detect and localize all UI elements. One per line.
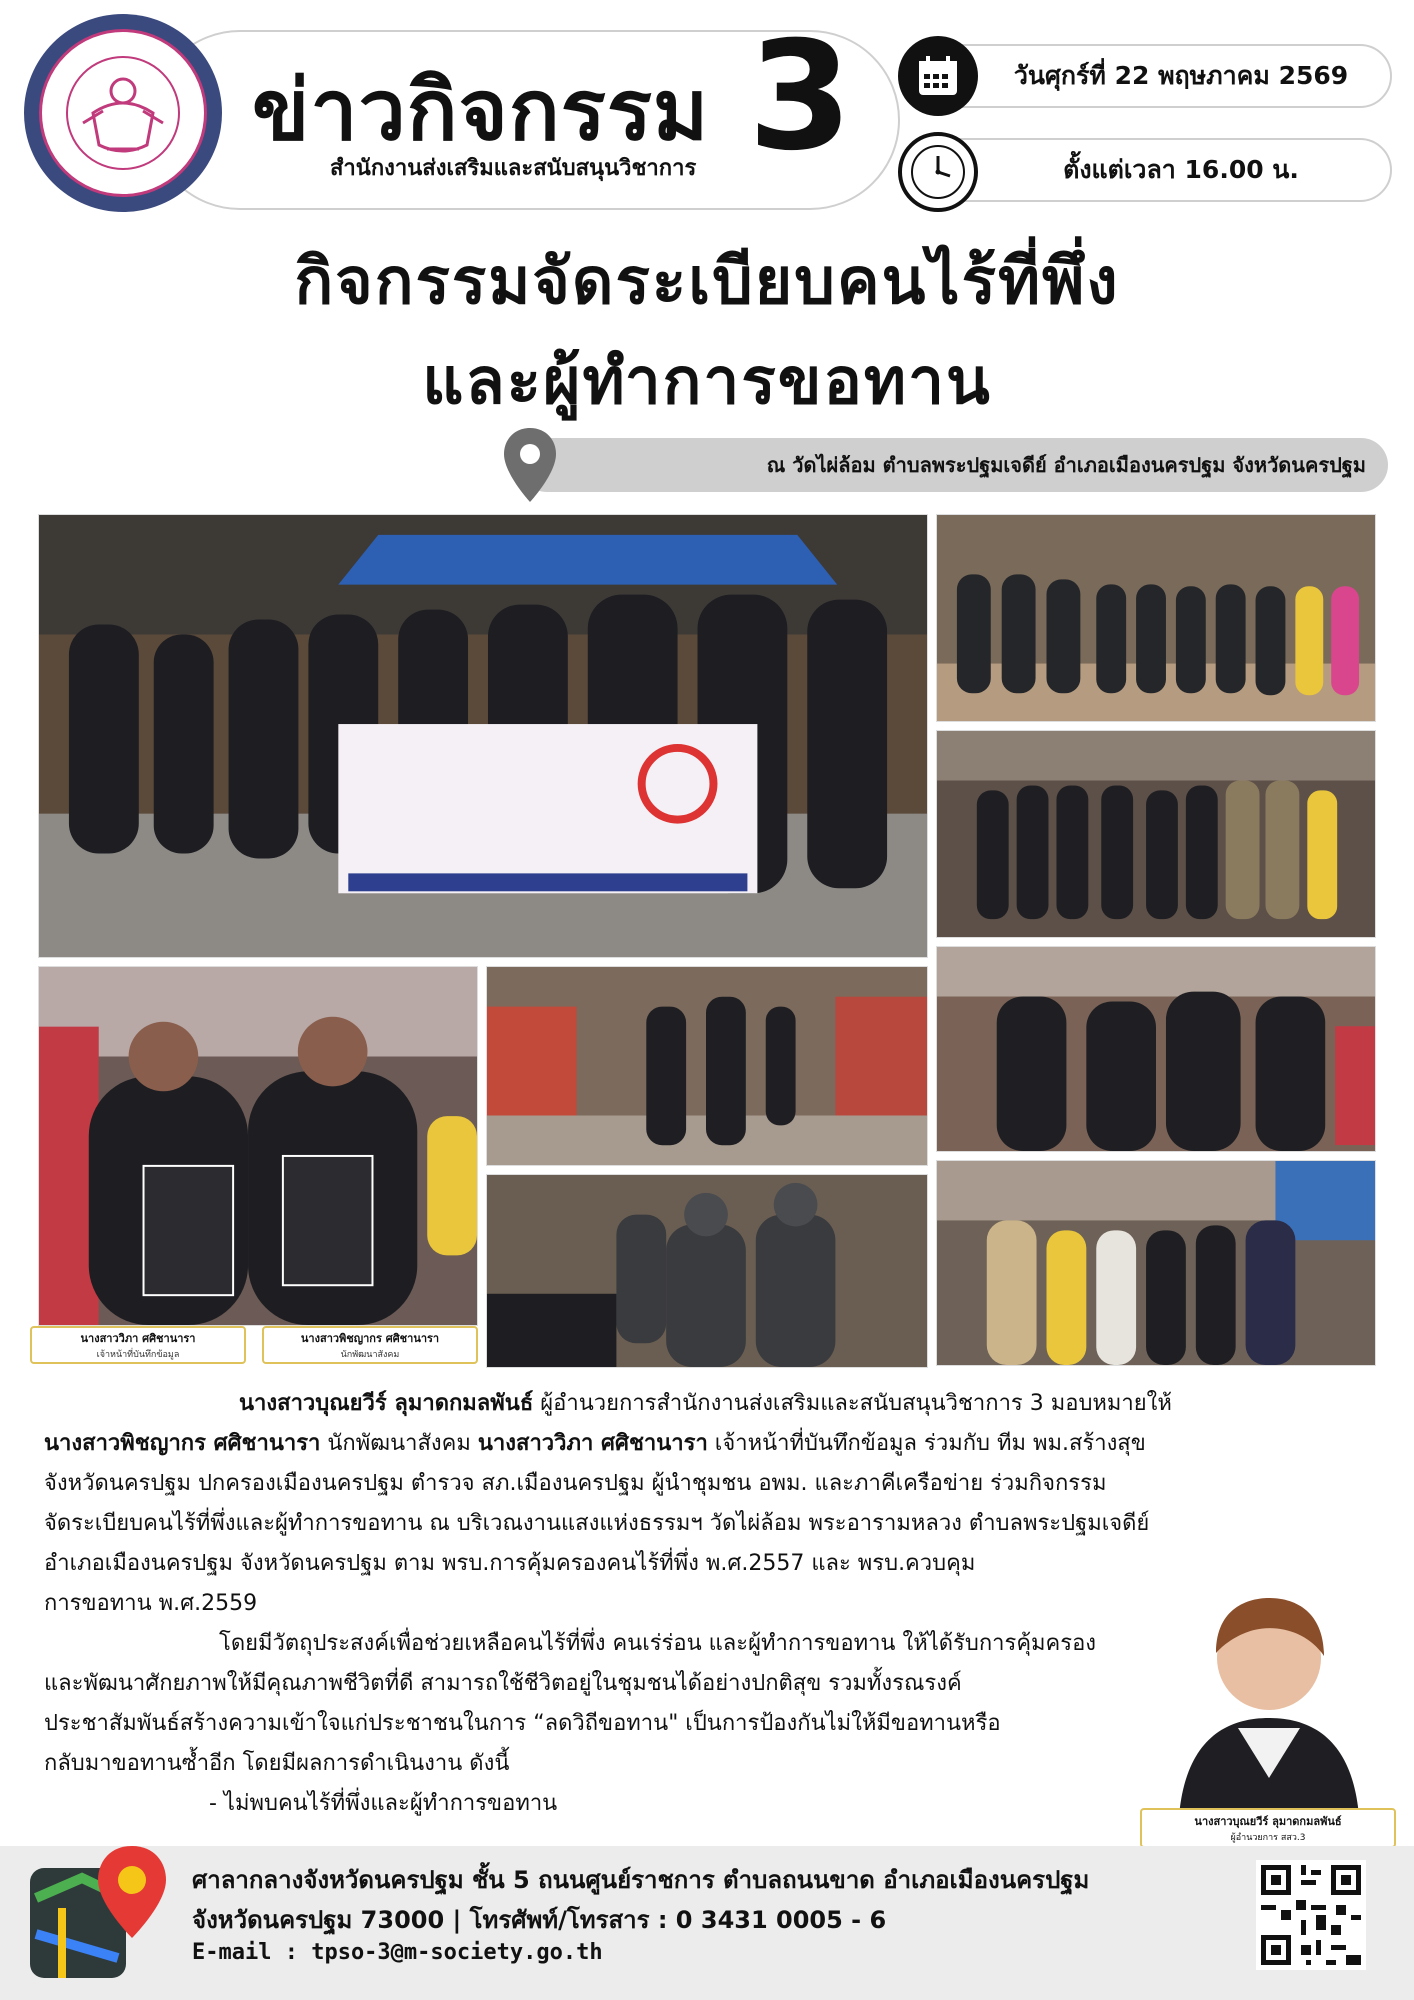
map-pin-icon: [500, 426, 560, 506]
photo-officers-street: [936, 514, 1376, 722]
headline-line-2: และผู้ทำการขอทาน: [422, 345, 992, 419]
caption-role: เจ้าหน้าที่บันทึกข้อมูล: [96, 1350, 180, 1360]
body-line: การขอทาน พ.ศ.2559: [44, 1591, 258, 1616]
calendar-icon: [898, 36, 978, 116]
photo-team-market: [936, 730, 1376, 938]
photo-staff-posters: [38, 966, 478, 1326]
map-location-icon: [22, 1838, 172, 1988]
clock-icon: [898, 132, 978, 212]
caption-name: นางสาววิภา ศศิชานารา: [80, 1332, 196, 1345]
body-line: กลับมาขอทานซ้ำอีก โดยมีผลการดำเนินงาน ดังนี้: [44, 1751, 510, 1776]
portrait-caption: [1140, 1808, 1396, 1848]
time-field: [930, 138, 1392, 202]
footer-email: E-mail : tpso-3@m-society.go.th: [192, 1940, 603, 1965]
masthead-subtitle: สำนักงานส่งเสริมและสนับสนุนวิชาการ: [330, 156, 697, 181]
staff-name-2: นางสาววิภา ศศิชานารา: [477, 1431, 708, 1456]
result-bullet: - ไม่พบคนไร้ที่พึ่งและผู้ทำการขอทาน: [209, 1791, 558, 1816]
caption-role: นักพัฒนาสังคม: [340, 1350, 400, 1360]
masthead-title: ข่าวกิจกรรม: [252, 61, 710, 159]
body-text-segment: ผู้อำนวยการสำนักงานส่งเสริมและสนับสนุนวิชาการ 3 มอบหมายให้: [533, 1391, 1172, 1416]
body-line: อำเภอเมืองนครปฐม จังหวัดนครปฐม ตาม พรบ.การคุ้มครองคนไร้ที่พึ่ง พ.ศ.2557 และ พรบ.ควบคุม: [44, 1551, 976, 1576]
body-line: ประชาสัมพันธ์สร้างความเข้าใจแก่ประชาชนในการ “ลดวิถีขอทาน" เป็นการป้องกันไม่ให้มีขอทานหรือ: [44, 1711, 1001, 1736]
location-bar: [520, 438, 1388, 492]
time-text: ตั้งแต่เวลา 16.00 น.: [1063, 155, 1299, 184]
photo-police-patrol: [486, 1174, 928, 1368]
body-text-segment: นักพัฒนาสังคม: [320, 1431, 478, 1456]
photo-walking-market: [486, 966, 928, 1166]
body-line: และพัฒนาศักยภาพให้มีคุณภาพชีวิตที่ดี สามารถใช้ชีวิตอยู่ในชุมชนได้อย่างปกติสุข รวมทั้งรณรงค์: [44, 1671, 962, 1696]
emblem-icon: [39, 29, 207, 197]
director-portrait: [1158, 1548, 1380, 1840]
date-field: [930, 44, 1392, 108]
photo-team-posters: [936, 946, 1376, 1152]
body-line: จัดระเบียบคนไร้ที่พึ่งและผู้ทำการขอทาน ณ บริเวณงานแสงแห่งธรรมฯ วัดไผ่ล้อม พระอารามหลวง ตำบลพระปฐมเจดีย์: [44, 1511, 1150, 1536]
staff-name-1: นางสาวพิชญากร ศศิชานารา: [44, 1431, 321, 1456]
location-text: ณ วัดไผ่ล้อม ตำบลพระปฐมเจดีย์ อำเภอเมืองนครปฐม จังหวัดนครปฐม: [766, 453, 1366, 477]
footer-address-2: จังหวัดนครปฐม 73000 | โทรศัพท์/โทรสาร : 0 3431 0005 - 6: [192, 1906, 887, 1934]
footer-address-1: ศาลากลางจังหวัดนครปฐม ชั้น 5 ถนนศูนย์ราชการ ตำบลถนนขาด อำเภอเมืองนครปฐม: [192, 1866, 1090, 1894]
date-text: วันศุกร์ที่ 22 พฤษภาคม 2569: [1013, 61, 1349, 90]
caption-staff-1: [30, 1326, 246, 1364]
agency-logo: [24, 14, 222, 212]
body-line: โดยมีวัตถุประสงค์เพื่อช่วยเหลือคนไร้ที่พึ่ง คนเร่ร่อน และผู้ทำการขอทาน ให้ได้รับการคุ้มครอง: [219, 1631, 1097, 1656]
portrait-role: ผู้อำนวยการ สสว.3: [1230, 1833, 1306, 1843]
qr-code-icon[interactable]: [1256, 1860, 1366, 1970]
photo-group-banner: [38, 514, 928, 958]
headline-line-1: กิจกรรมจัดระเบียบคนไร้ที่พึ่ง: [294, 245, 1120, 319]
caption-staff-2: [262, 1326, 478, 1364]
body-line: จังหวัดนครปฐม ปกครองเมืองนครปฐม ตำรวจ สภ.เมืองนครปฐม ผู้นำชุมชน อพม. และภาคีเครือข่าย ร่วมกิจกรรม: [44, 1471, 1107, 1496]
body-text-segment: เจ้าหน้าที่บันทึกข้อมูล ร่วมกับ ทีม พม.สร้างสุข: [707, 1431, 1146, 1456]
photo-community-group: [936, 1160, 1376, 1366]
portrait-name: นางสาวบุณยวีร์ ลุมาดกมลพันธ์: [1194, 1815, 1342, 1828]
director-name: นางสาวบุณยวีร์ ลุมาดกมลพันธ์: [239, 1391, 534, 1416]
caption-name: นางสาวพิชญากร ศศิชานารา: [300, 1332, 440, 1345]
masthead-number: 3: [748, 10, 853, 184]
